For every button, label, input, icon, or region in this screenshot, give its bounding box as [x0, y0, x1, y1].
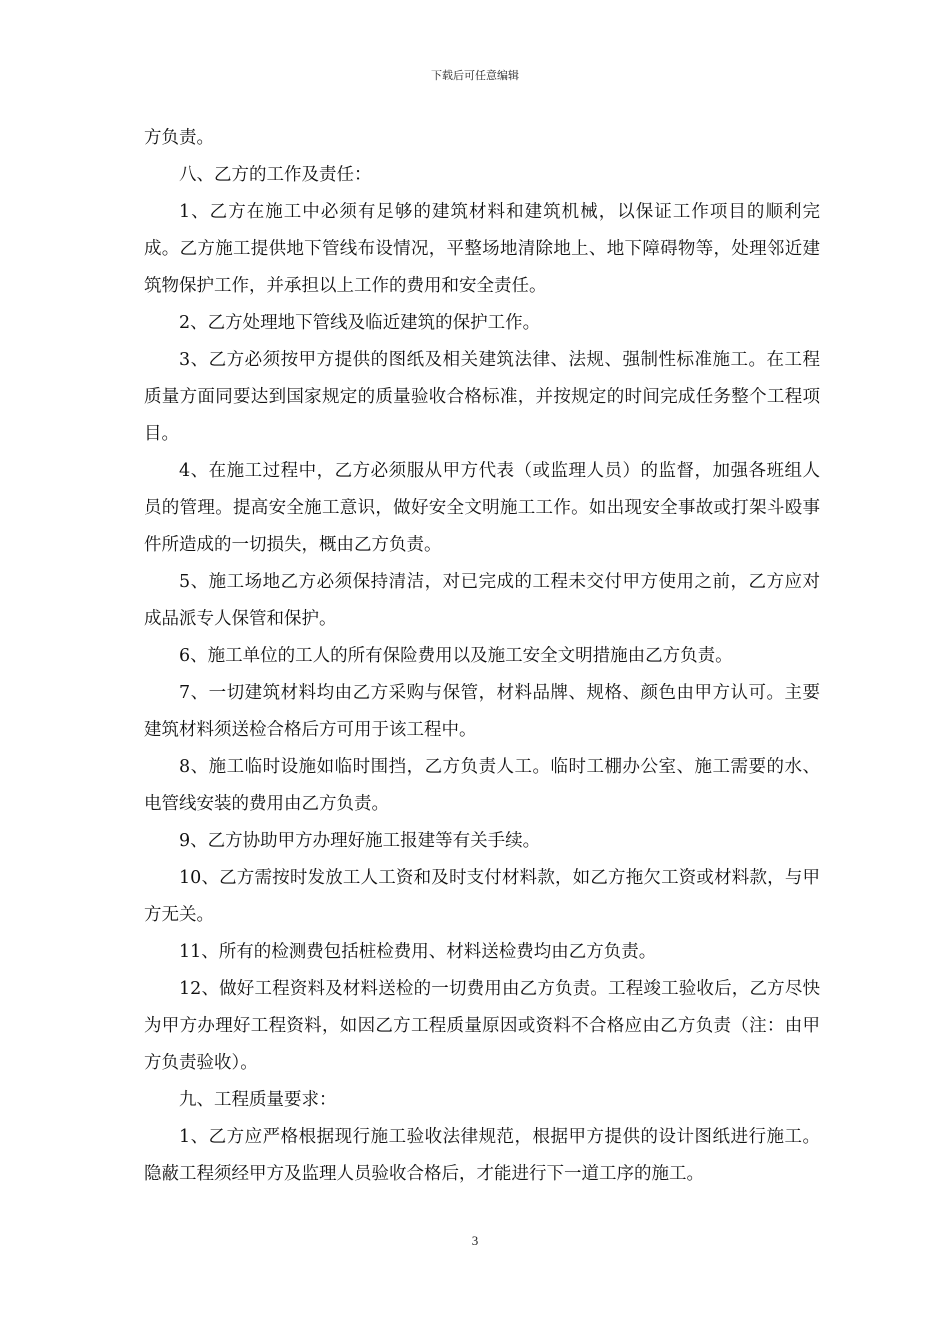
paragraph: 7、一切建筑材料均由乙方采购与保管，材料品牌、规格、颜色由甲方认可。主要建筑材料须送检合格后方可用于该工程中。: [144, 683, 820, 740]
paragraph: 9、乙方协助甲方办理好施工报建等有关手续。: [179, 831, 541, 851]
paragraph: 1、乙方在施工中必须有足够的建筑材料和建筑机械，以保证工作项目的顺利完成。乙方施工提供地下管线布设情况，平整场地清除地上、地下障碍物等，处理邻近建筑物保护工作，并承担以上工作的费用和安全责任。: [144, 202, 820, 296]
paragraph: 1、乙方应严格根据现行施工验收法律规范，根据甲方提供的设计图纸进行施工。隐蔽工程须经甲方及监理人员验收合格后，才能进行下一道工序的施工。: [144, 1127, 820, 1184]
paragraph: 6、施工单位的工人的所有保险费用以及施工安全文明措施由乙方负责。: [179, 646, 733, 666]
paragraph: 12、做好工程资料及材料送检的一切费用由乙方负责。工程竣工验收后，乙方尽快为甲方办理好工程资料，如因乙方工程质量原因或资料不合格应由乙方负责（注：由甲方负责验收）。: [144, 979, 820, 1073]
paragraph: 5、施工场地乙方必须保持清洁，对已完成的工程未交付甲方使用之前，乙方应对成品派专人保管和保护。: [144, 572, 820, 629]
paragraph: 3、乙方必须按甲方提供的图纸及相关建筑法律、法规、强制性标准施工。在工程质量方面同要达到国家规定的质量验收合格标准，并按规定的时间完成任务整个工程项目。: [144, 350, 820, 444]
paragraph: 九、工程质量要求：: [179, 1090, 337, 1110]
paragraph: 2、乙方处理地下管线及临近建筑的保护工作。: [179, 313, 541, 333]
paragraph: 8、施工临时设施如临时围挡，乙方负责人工。临时工棚办公室、施工需要的水、电管线安装的费用由乙方负责。: [144, 757, 820, 814]
paragraph: 4、在施工过程中，乙方必须服从甲方代表（或监理人员）的监督，加强各班组人员的管理。提高安全施工意识，做好安全文明施工工作。如出现安全事故或打架斗殴事件所造成的一切损失，概由乙方负责。: [144, 461, 820, 555]
paragraph: 八、乙方的工作及责任：: [179, 165, 372, 185]
page-number: 3: [471, 1233, 479, 1248]
paragraph: 11、所有的检测费包括桩检费用、材料送检费均由乙方负责。: [179, 942, 657, 962]
paragraph: 方负责。: [144, 128, 214, 148]
paragraph: 10、乙方需按时发放工人工资和及时支付材料款，如乙方拖欠工资或材料款，与甲方无关。: [144, 868, 820, 925]
page-header: 下载后可任意编辑: [431, 69, 519, 82]
document-body: [144, 120, 820, 1193]
